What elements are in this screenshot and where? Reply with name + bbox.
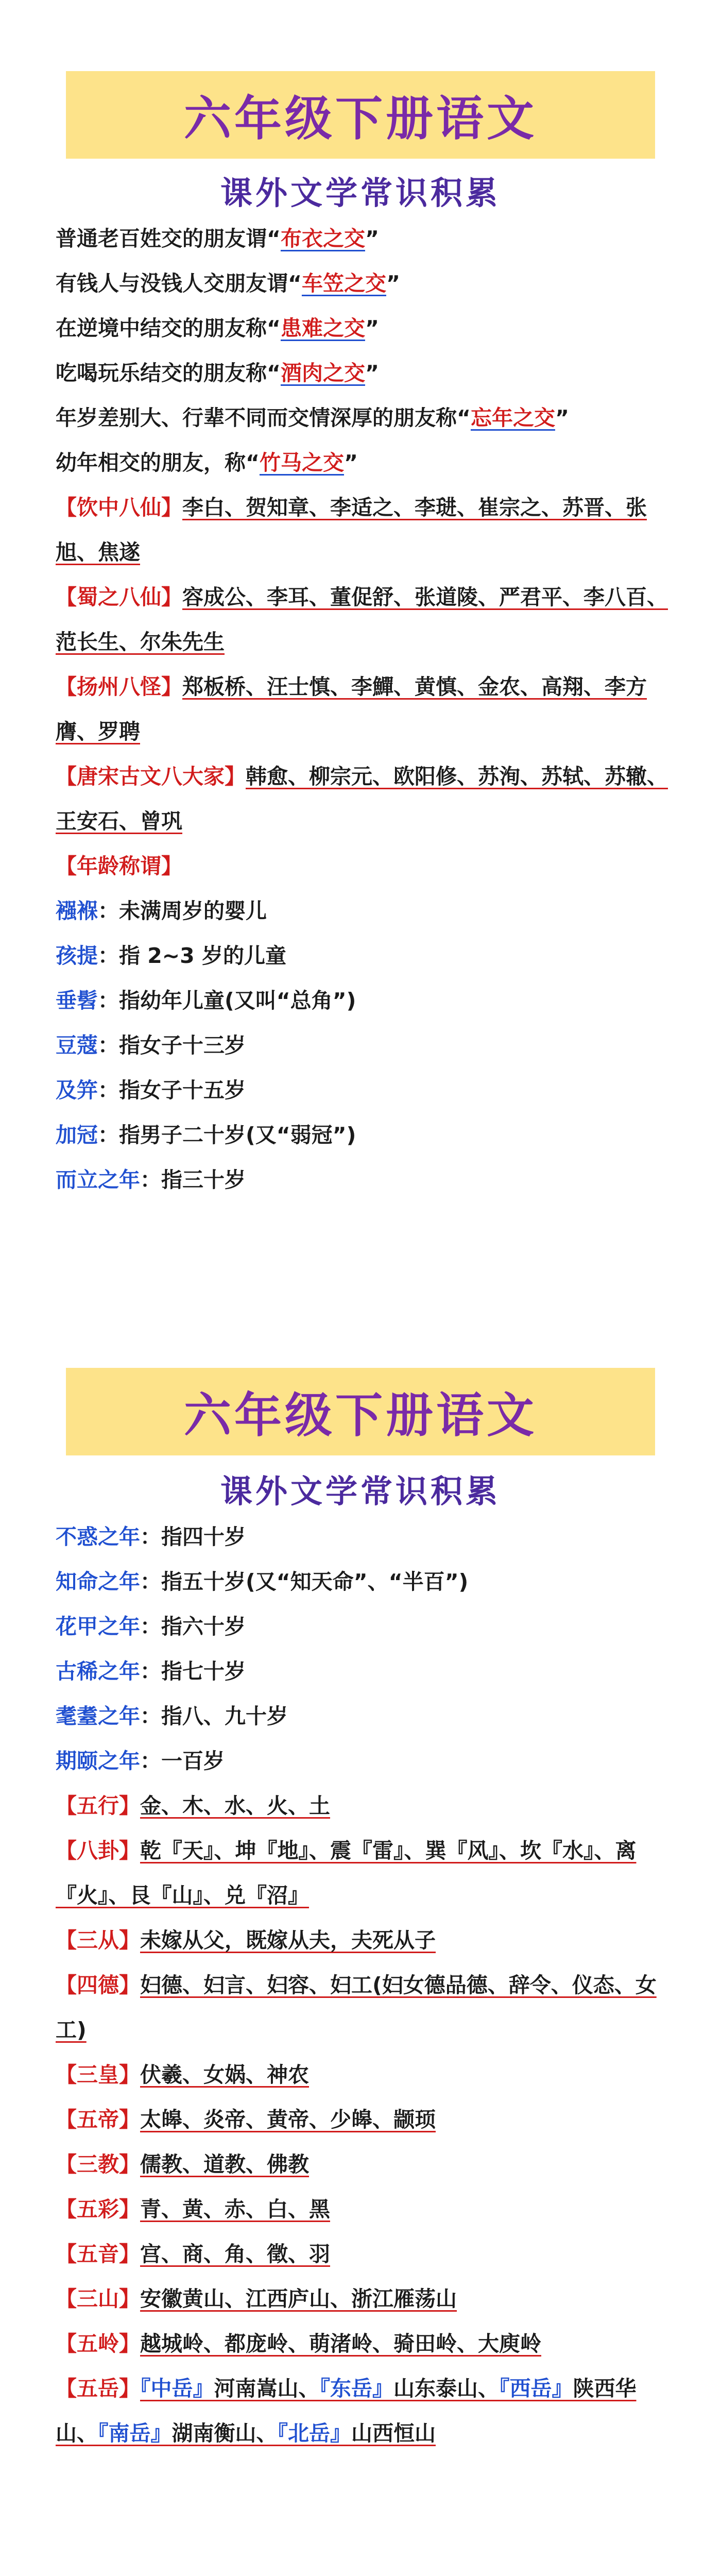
list-item [56,665,674,754]
list-item [56,485,674,575]
age-line: 耄耋之年：指八、九十岁 [56,1704,288,1728]
age-line: 及笄：指女子十五岁 [56,1078,246,1103]
text-segment: 山东泰山、 [393,2376,499,2401]
text-segment: 河南嵩山、 [214,2376,320,2401]
age-line: 加冠：指男子二十岁(又“弱冠”) [56,1123,356,1147]
friend-line: 幼年相交的朋友，称“竹马之交” [56,450,358,475]
list-item: 【五彩】青、黄、赤、白、黑 [56,2197,330,2222]
text-segment: 『中岳』 [140,2376,214,2401]
age-line: 期颐之年：一百岁 [56,1749,225,1773]
age-line: 不惑之年：指四十岁 [56,1524,246,1549]
page-banner [66,1368,655,1455]
item-text: 韩愈、柳宗元、欧阳修、苏洵、苏轼、苏辙、王安石、曾巩 [56,764,668,834]
item-text: 李白、贺知章、李适之、李琎、崔宗之、苏晋、张旭、焦遂 [56,495,647,565]
text-segment: 『东岳』 [319,2376,393,2401]
text-segment: 『西岳』 [499,2376,573,2401]
item-text: 郑板桥、汪士慎、李鱓、黄慎、金农、高翔、李方膺、罗聘 [56,674,647,744]
friend-term: 布衣之交 [280,226,365,251]
list-item: 【三山】安徽黄山、江西庐山、浙江雁荡山 [56,2286,457,2311]
age-line: 而立之年：指三十岁 [56,1167,246,1192]
friend-term: 竹马之交 [259,450,344,475]
age-line: 襁褓：未满周岁的婴儿 [56,899,267,923]
content-block [56,1515,674,2456]
friend-line: 有钱人与没钱人交朋友谓“车笠之交” [56,271,400,296]
banner-title: 六年级下册语文 [183,91,537,146]
list-item: 【五音】宫、商、角、徵、羽 [56,2242,330,2266]
friend-line: 年岁差别大、行辈不同而交情深厚的朋友称“忘年之交” [56,405,569,430]
age-line: 古稀之年：指七十岁 [56,1659,246,1684]
banner-title: 六年级下册语文 [183,1388,537,1443]
friend-term: 患难之交 [280,316,365,341]
list-item: 【三从】未嫁从父，既嫁从夫，夫死从子 [56,1928,436,1953]
list-item: 【八卦】乾『天』、坤『地』、震『雷』、巽『风』、坎『水』、离『火』、艮『山』、兑『沼』 [56,1838,637,1908]
text-segment: 湖南衡山、 [171,2421,278,2446]
text-segment: 陕西华山、 [56,2376,637,2446]
age-line: 知命之年：指五十岁(又“知天命”、“半百”) [56,1569,469,1594]
text-segment: 『南岳』 [98,2421,172,2446]
age-line: 孩提：指 2~3 岁的儿童 [56,943,286,968]
list-item-wuyue: 【五岳】『中岳』河南嵩山、『东岳』山东泰山、『西岳』陕西华山、『南岳』湖南衡山、『北岳』山西恒山 [56,2376,637,2446]
list-item: 【五帝】太皞、炎帝、黄帝、少皞、颛顼 [56,2107,436,2132]
friend-term: 酒肉之交 [280,361,365,385]
list-item: 【三教】儒教、道教、佛教 [56,2152,309,2177]
list-item: 【四德】妇德、妇言、妇容、妇工(妇女德品德、辞令、仪态、女工) [56,1973,657,2042]
section-subtitle: 课外文学常识积累 [220,1472,501,1510]
text-segment: 『北岳』 [277,2421,351,2446]
age-header: 【年龄称谓】 [56,854,182,878]
age-line: 花甲之年：指六十岁 [56,1614,246,1639]
page-banner [66,71,655,159]
item-label: 【唐宋古文八大家】 [56,764,246,789]
item-label: 【蜀之八仙】 [56,585,182,609]
item-text: 容成公、李耳、董促舒、张道陵、严君平、李八百、范长生、尔朱先生 [56,585,668,654]
friend-line: 吃喝玩乐结交的朋友称“酒肉之交” [56,361,379,385]
item-label: 【扬州八怪】 [56,674,182,699]
list-item [56,754,674,844]
age-line: 豆蔻：指女子十三岁 [56,1033,246,1058]
list-item: 【五岭】越城岭、都庞岭、萌渚岭、骑田岭、大庾岭 [56,2331,541,2356]
list-item: 【五行】金、木、水、火、土 [56,1793,330,1818]
age-line: 垂髫：指幼年儿童(又叫“总角”) [56,988,356,1013]
friend-line: 普通老百姓交的朋友谓“布衣之交” [56,226,379,251]
text-segment: 山西恒山 [351,2421,436,2446]
list-item [56,575,674,665]
content-block [56,216,674,1202]
friend-term: 忘年之交 [470,405,555,430]
section-subtitle: 课外文学常识积累 [220,174,501,212]
friend-term: 车笠之交 [301,271,386,296]
friend-line: 在逆境中结交的朋友称“患难之交” [56,316,379,341]
item-label: 【饮中八仙】 [56,495,182,520]
list-item: 【三皇】伏羲、女娲、神农 [56,2062,309,2087]
wuyue-parts [56,2376,637,2446]
